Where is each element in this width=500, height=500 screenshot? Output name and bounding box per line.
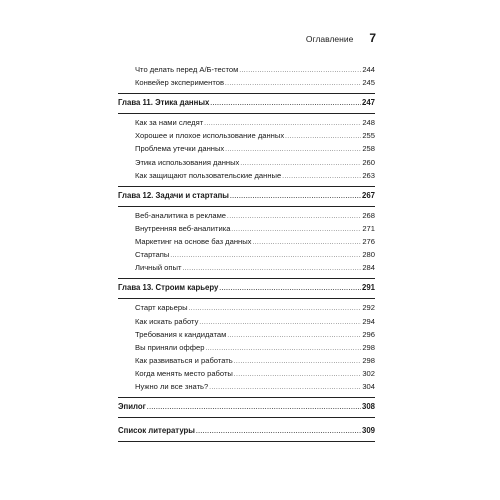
toc-chapter: Глава 12. Задачи и стартапы ..... 267 bbox=[118, 190, 375, 203]
toc-entry: Что делать перед А/Б-тестом ..... 244 bbox=[118, 64, 375, 77]
separator bbox=[118, 93, 375, 94]
toc-entry: Старт карьеры ..... 292 bbox=[118, 302, 375, 315]
separator bbox=[118, 397, 375, 398]
toc-entry: Внутренняя веб-аналитика ..... 271 bbox=[118, 223, 375, 236]
toc-entry: Маркетинг на основе баз данных ..... 276 bbox=[118, 236, 375, 249]
toc-chapter: Глава 11. Этика данных ..... 247 bbox=[118, 97, 375, 110]
toc-entry: Требования к кандидатам ..... 296 bbox=[118, 329, 375, 342]
separator bbox=[118, 278, 375, 279]
toc-entry: Личный опыт ..... 284 bbox=[118, 262, 375, 275]
toc-entry: Как искать работу ..... 294 bbox=[118, 316, 375, 329]
page-header bbox=[0, 31, 376, 47]
toc-entry: Проблема утечки данных ..... 258 bbox=[118, 143, 375, 156]
toc-entry: Стартапы ..... 280 bbox=[118, 249, 375, 262]
separator bbox=[118, 441, 375, 442]
running-title: Оглавление bbox=[305, 34, 354, 44]
toc-entry: Как развиваться и работать ..... 298 bbox=[118, 355, 375, 368]
toc-entry: Как защищают пользовательские данные ..... 263 bbox=[118, 170, 375, 183]
separator bbox=[118, 298, 375, 299]
toc-entry: Конвейер экспериментов ..... 245 bbox=[118, 77, 375, 90]
separator bbox=[118, 113, 375, 114]
toc-entry: Вы приняли оффер ..... 298 bbox=[118, 342, 375, 355]
page-number: 7 bbox=[369, 31, 376, 45]
table-of-contents bbox=[118, 64, 375, 445]
separator bbox=[118, 417, 375, 418]
toc-entry: Нужно ли все знать? ..... 304 bbox=[118, 381, 375, 394]
toc-bibliography: Список литературы ..... 309 bbox=[118, 425, 375, 438]
separator bbox=[118, 186, 375, 187]
toc-chapter: Глава 13. Строим карьеру ..... 291 bbox=[118, 282, 375, 295]
separator bbox=[118, 206, 375, 207]
toc-entry: Хорошее и плохое использование данных ..... 255 bbox=[118, 130, 375, 143]
toc-entry: Веб-аналитика в рекламе ..... 268 bbox=[118, 210, 375, 223]
toc-entry: Когда менять место работы ..... 302 bbox=[118, 368, 375, 381]
toc-entry: Как за нами следят ..... 248 bbox=[118, 117, 375, 130]
toc-entry: Этика использования данных ..... 260 bbox=[118, 157, 375, 170]
toc-epilogue: Эпилог ..... 308 bbox=[118, 401, 375, 414]
